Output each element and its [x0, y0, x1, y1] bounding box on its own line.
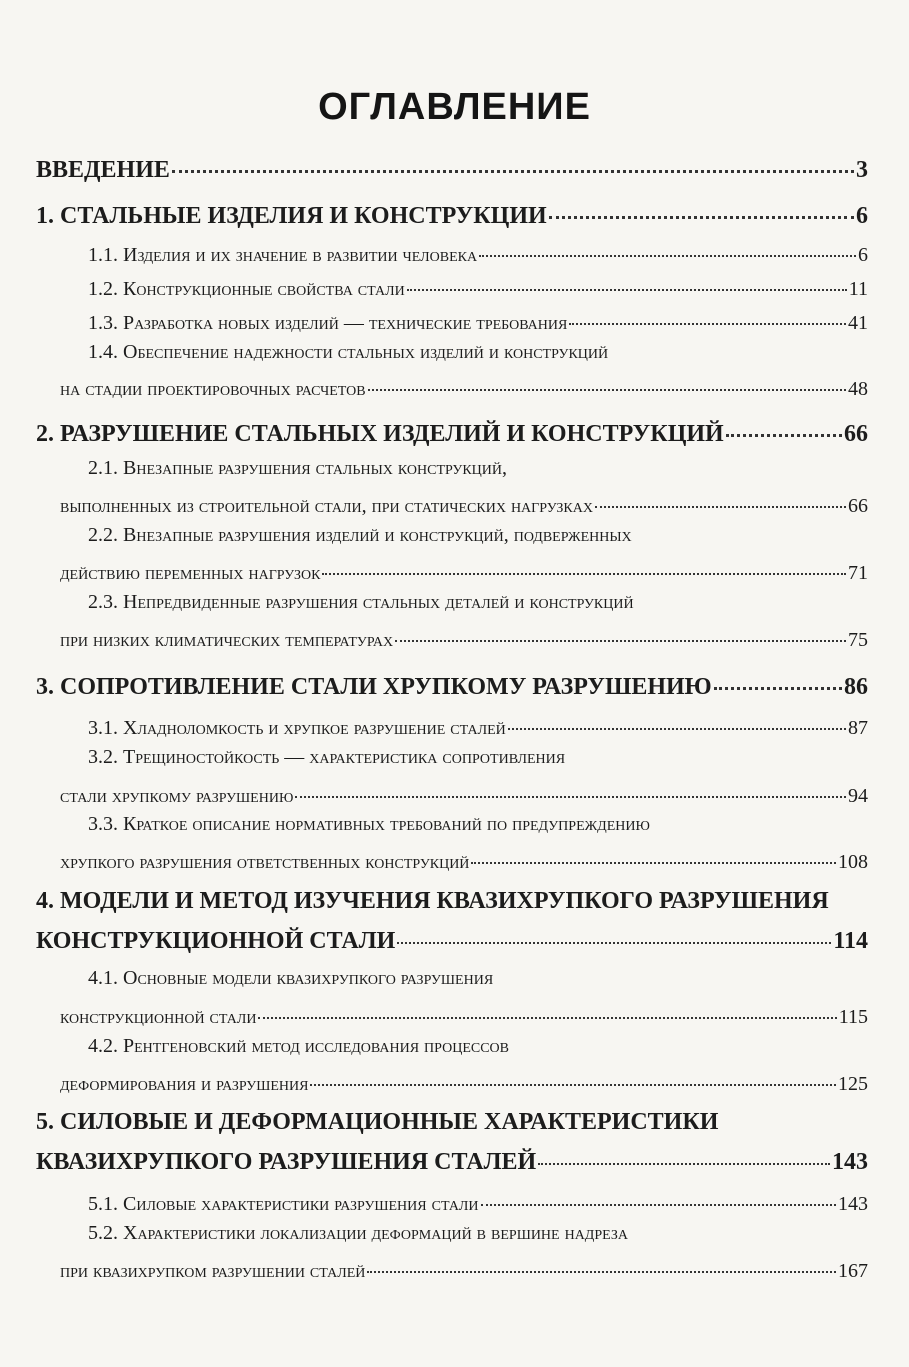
toc-page-number: 3	[856, 157, 868, 183]
toc-section-1-2[interactable]	[88, 273, 868, 301]
dot-leader	[368, 369, 846, 391]
toc-page-number: 66	[848, 495, 868, 517]
toc-section-4-1-line1[interactable]: 4.1. Основные модели квазихрупкого разрушения	[88, 967, 494, 989]
toc-page-number: 143	[838, 1193, 868, 1215]
toc-entry-text: 2. РАЗРУШЕНИЕ СТАЛЬНЫХ ИЗДЕЛИЙ И КОНСТРУКЦИЙ	[36, 421, 724, 447]
dot-leader	[322, 553, 846, 575]
dot-leader	[172, 146, 854, 173]
toc-chapter-2[interactable]	[36, 414, 868, 448]
toc-page-number: 167	[838, 1260, 868, 1282]
toc-entry-introduction[interactable]	[36, 150, 868, 184]
toc-section-5-1[interactable]	[88, 1188, 868, 1216]
toc-section-1-4[interactable]	[60, 373, 868, 401]
toc-chapter-1[interactable]	[36, 196, 868, 230]
dot-leader	[310, 1064, 836, 1086]
toc-chapter-3[interactable]	[36, 667, 868, 701]
toc-chapter-4-line1[interactable]: 4. МОДЕЛИ И МЕТОД ИЗУЧЕНИЯ КВАЗИХРУПКОГО РАЗРУШЕНИЯ	[36, 888, 829, 914]
toc-entry-text: действию переменных нагрузок	[60, 562, 321, 584]
toc-entry-text: конструкционной стали	[60, 1006, 257, 1028]
dot-leader	[508, 708, 846, 730]
toc-section-1-3[interactable]	[88, 307, 868, 335]
toc-entry-text: выполненных из строительной стали, при статических нагрузках	[60, 495, 593, 517]
toc-page-number: 86	[844, 674, 868, 700]
toc-page-number: 143	[832, 1149, 868, 1175]
toc-entry-text: при квазихрупком разрушении сталей	[60, 1260, 366, 1282]
toc-page-number: 11	[848, 278, 868, 300]
toc-entry-text: ВВЕДЕНИЕ	[36, 157, 170, 183]
dot-leader	[395, 620, 846, 642]
dot-leader	[595, 486, 846, 508]
toc-section-2-2[interactable]	[60, 557, 868, 585]
page-title: ОГЛАВЛЕНИЕ	[318, 86, 591, 128]
dot-leader	[258, 997, 836, 1019]
toc-page-number: 125	[838, 1073, 868, 1095]
toc-entry-text: при низких климатических температурах	[60, 629, 394, 651]
dot-leader	[407, 269, 847, 291]
toc-entry-text: 1.1. Изделия и их значение в развитии человека	[88, 244, 478, 266]
dot-leader	[471, 842, 836, 864]
toc-entry-text: стали хрупкому разрушению	[60, 785, 294, 807]
toc-entry-text: 5.1. Силовые характеристики разрушения стали	[88, 1193, 479, 1215]
dot-leader	[538, 1139, 830, 1165]
toc-entry-text: деформирования и разрушения	[60, 1073, 309, 1095]
toc-entry-text: КОНСТРУКЦИОННОЙ СТАЛИ	[36, 928, 396, 954]
toc-section-1-1[interactable]	[88, 239, 868, 267]
toc-section-2-1[interactable]	[60, 490, 868, 518]
toc-entry-text: на стадии проектировочных расчетов	[60, 378, 366, 400]
toc-page-number: 48	[848, 378, 868, 400]
toc-page-number: 66	[844, 421, 868, 447]
toc-section-2-3[interactable]	[60, 624, 868, 652]
toc-page-number: 94	[848, 785, 868, 807]
toc-entry-text: 1.3. Разработка новых изделий — технические требования	[88, 312, 568, 334]
toc-section-1-4-line1[interactable]: 1.4. Обеспечение надежности стальных изделий и конструкций	[88, 341, 609, 363]
toc-section-2-3-line1[interactable]: 2.3. Непредвиденные разрушения стальных деталей и конструкций	[88, 591, 634, 613]
toc-entry-text: 3. СОПРОТИВЛЕНИЕ СТАЛИ ХРУПКОМУ РАЗРУШЕНИЮ	[36, 674, 712, 700]
dot-leader	[481, 1184, 836, 1206]
toc-entry-text: КВАЗИХРУПКОГО РАЗРУШЕНИЯ СТАЛЕЙ	[36, 1149, 537, 1175]
toc-section-3-3[interactable]	[60, 846, 868, 874]
dot-leader	[479, 235, 856, 257]
toc-section-2-1-line1[interactable]: 2.1. Внезапные разрушения стальных конструкций,	[88, 457, 508, 479]
dot-leader	[569, 303, 846, 325]
toc-section-5-2[interactable]	[60, 1255, 868, 1283]
dot-leader	[397, 918, 831, 944]
dot-leader	[295, 776, 846, 798]
toc-chapter-5-line1[interactable]: 5. СИЛОВЫЕ И ДЕФОРМАЦИОННЫЕ ХАРАКТЕРИСТИКИ	[36, 1109, 719, 1135]
toc-entry-text: хрупкого разрушения ответственных конструкций	[60, 851, 470, 873]
dot-leader	[549, 192, 854, 219]
toc-section-3-3-line1[interactable]: 3.3. Краткое описание нормативных требований по предупреждению	[88, 813, 650, 835]
toc-page-number: 114	[833, 928, 868, 954]
toc-section-3-2[interactable]	[60, 780, 868, 808]
toc-page-number: 75	[848, 629, 868, 651]
dot-leader	[726, 410, 842, 437]
toc-section-3-2-line1[interactable]: 3.2. Трещиностойкость — характеристика сопротивления	[88, 746, 566, 768]
toc-page-number: 108	[838, 851, 868, 873]
toc-section-3-1[interactable]	[88, 712, 868, 740]
toc-section-4-2-line1[interactable]: 4.2. Рентгеновский метод исследования процессов	[88, 1035, 510, 1057]
dot-leader	[367, 1251, 836, 1273]
toc-page-number: 41	[848, 312, 868, 334]
toc-entry-text: 3.1. Хладноломкость и хрупкое разрушение сталей	[88, 717, 506, 739]
toc-page-number: 6	[858, 244, 868, 266]
toc-section-4-1[interactable]	[60, 1001, 868, 1029]
toc-page-number: 71	[848, 562, 868, 584]
toc-chapter-4[interactable]	[36, 922, 868, 955]
toc-section-2-2-line1[interactable]: 2.2. Внезапные разрушения изделий и конструкций, подверженных	[88, 524, 632, 546]
toc-page-number: 115	[838, 1006, 868, 1028]
toc-entry-text: 1.2. Конструкционные свойства стали	[88, 278, 405, 300]
toc-entry-text: 1. СТАЛЬНЫЕ ИЗДЕЛИЯ И КОНСТРУКЦИИ	[36, 203, 547, 229]
toc-page-number: 6	[856, 203, 868, 229]
dot-leader	[714, 663, 842, 690]
toc-chapter-5[interactable]	[36, 1143, 868, 1176]
toc-section-5-2-line1[interactable]: 5.2. Характеристики локализации деформаций в вершине надреза	[88, 1222, 628, 1244]
toc-section-4-2[interactable]	[60, 1068, 868, 1096]
toc-page-number: 87	[848, 717, 868, 739]
